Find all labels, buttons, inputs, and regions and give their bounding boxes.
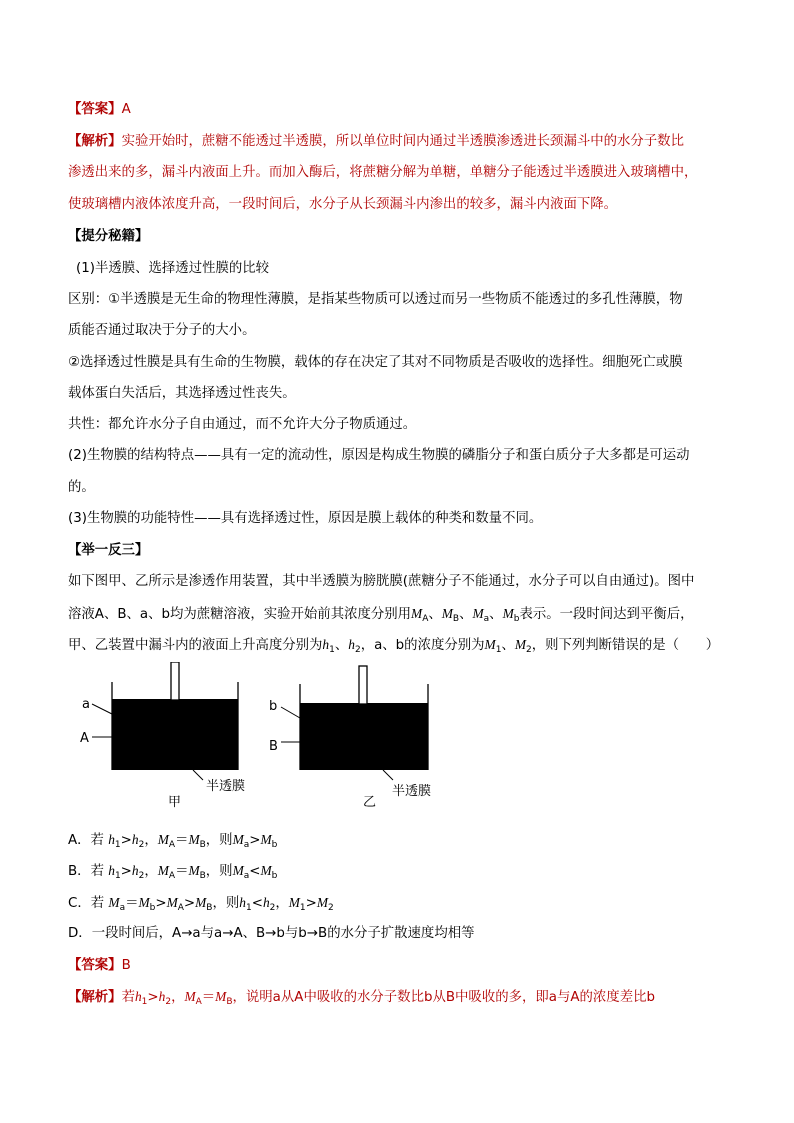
- answer2-value: B: [121, 958, 131, 973]
- example-q2: 溶液A、B、a、b均为蔗糖溶液，实验开始前其浓度分别用$M_A$、$M_B$、$M_a$、$M_b$表示。一段时间达到平衡后，: [68, 606, 694, 624]
- example-q3: 甲、乙装置中漏斗内的液面上升高度分别为$h_1$、$h_2$，a、b的浓度分别为$M_1$、$M_2$，则下列判断错误的是（ ）: [68, 637, 720, 655]
- tips-p3a: ②选择透过性膜是具有生命的生物膜，载体的存在决定了其对不同物质是否吸收的选择性。细胞死亡或膜: [68, 355, 683, 370]
- answer-line-1: [68, 100, 131, 120]
- analysis-text-1: 实验开始时，蔗糖不能透过半透膜，所以单位时间内通过半透膜渗透进长颈漏斗中的水分子数比: [121, 134, 684, 149]
- answer-line-2: [68, 956, 131, 976]
- analysis2-line: 【解析】若$h_1>h_2$，$M_A=M_B$，说明a从A中吸收的水分子数比b从B中吸收的多，即a与A的浓度差比b: [68, 989, 655, 1007]
- funnel-solution-b: [300, 703, 428, 770]
- example-q3a: 甲、乙装置中漏斗内的液面上升高度分别为: [68, 638, 323, 653]
- option-D: D．一段时间后，A→a与a→A、B→b与b→B的水分子扩散速度均相等: [68, 926, 475, 941]
- option-A-then: ，则: [205, 833, 233, 848]
- option-C-label: C．若: [68, 896, 105, 911]
- example-q3b: ，a、b的浓度分别为: [360, 638, 485, 653]
- osmosis-diagram: [70, 662, 450, 812]
- tips-heading: 【提分秘籍】: [68, 229, 149, 244]
- answer-value: A: [121, 102, 131, 117]
- option-B-label: B．若: [68, 864, 104, 879]
- funnel-tube-yi: [359, 666, 367, 704]
- analysis-tag: 【解析】: [68, 134, 122, 149]
- analysis2-post: ，说明a从A中吸收的水分子数比b从B中吸收的多，即a与A的浓度差比b: [232, 990, 655, 1005]
- answer-tag: 【答案】: [68, 102, 122, 117]
- example-q2b: 表示。一段时间达到平衡后，: [519, 607, 694, 622]
- device-jia: [80, 662, 245, 810]
- membrane-label-jia: 半透膜: [206, 779, 246, 794]
- tips-p6: (3)生物膜的功能特性——具有选择透过性，原因是膜上载体的种类和数量不同。: [68, 511, 543, 526]
- tips-p4: 共性：都允许水分子自由通过，而不允许大分子物质通过。: [68, 417, 417, 432]
- option-B: B．若 $h_1>h_2$，$M_A=M_B$，则$M_a<M_b$: [68, 863, 278, 881]
- device-yi: [269, 666, 431, 810]
- example-heading: 【举一反三】: [68, 543, 149, 558]
- option-B-then: ，则: [205, 864, 233, 879]
- caption-jia: 甲: [168, 795, 182, 810]
- membrane-label-yi: 半透膜: [392, 784, 432, 799]
- tips-p2a: 区别：①半透膜是无生命的物理性薄膜，是指某些物质可以透过而另一些物质不能透过的多孔性薄膜，物: [68, 292, 683, 307]
- answer2-tag: 【答案】: [68, 958, 122, 973]
- tips-p5b: 的。: [68, 480, 95, 495]
- tips-p1: (1)半透膜、选择透过性膜的比较: [76, 261, 270, 276]
- analysis-text-3: 使玻璃槽内液体浓度升高，一段时间后，水分子从长颈漏斗内渗出的较多，漏斗内液面下降。: [68, 197, 618, 212]
- example-q1: 如下图甲、乙所示是渗透作用装置，其中半透膜为膀胱膜(蔗糖分子不能通过，水分子可以自由通过)。图中: [68, 574, 695, 589]
- analysis2-tag: 【解析】: [68, 990, 122, 1005]
- option-C: C．若 $M_a=M_b>M_A>M_B$，则$h_1<h_2$，$M_1>M_2$: [68, 895, 334, 913]
- tips-p3b: 载体蛋白失活后，其选择透过性丧失。: [68, 386, 296, 401]
- analysis-line-1: [68, 132, 684, 152]
- option-C-then: ，则: [212, 896, 240, 911]
- tips-p5a: (2)生物膜的结构特点——具有一定的流动性，原因是构成生物膜的磷脂分子和蛋白质分子大多都是可运动: [68, 448, 690, 463]
- funnel-solution-a: [112, 699, 238, 770]
- label-B: B: [269, 739, 278, 754]
- analysis-text-2: 渗透出来的多，漏斗内液面上升。而加入酶后，将蔗糖分解为单糖，单糖分子能透过半透膜进入玻璃槽中，: [68, 165, 698, 180]
- example-q2a: 溶液A、B、a、b均为蔗糖溶液，实验开始前其浓度分别用: [68, 607, 412, 622]
- tips-p2b: 质能否通过取决于分子的大小。: [68, 323, 256, 338]
- caption-yi: 乙: [363, 795, 377, 810]
- label-A: A: [80, 731, 89, 746]
- funnel-tube-jia: [171, 662, 179, 700]
- label-a: a: [82, 697, 90, 712]
- analysis2-pre: 若: [121, 990, 135, 1005]
- option-A-label: A．若: [68, 833, 104, 848]
- option-A: A．若 $h_1>h_2$，$M_A=M_B$，则$M_a>M_b$: [68, 832, 278, 850]
- example-q3c: ，则下列判断错误的是（ ）: [531, 638, 720, 653]
- label-b: b: [269, 699, 278, 714]
